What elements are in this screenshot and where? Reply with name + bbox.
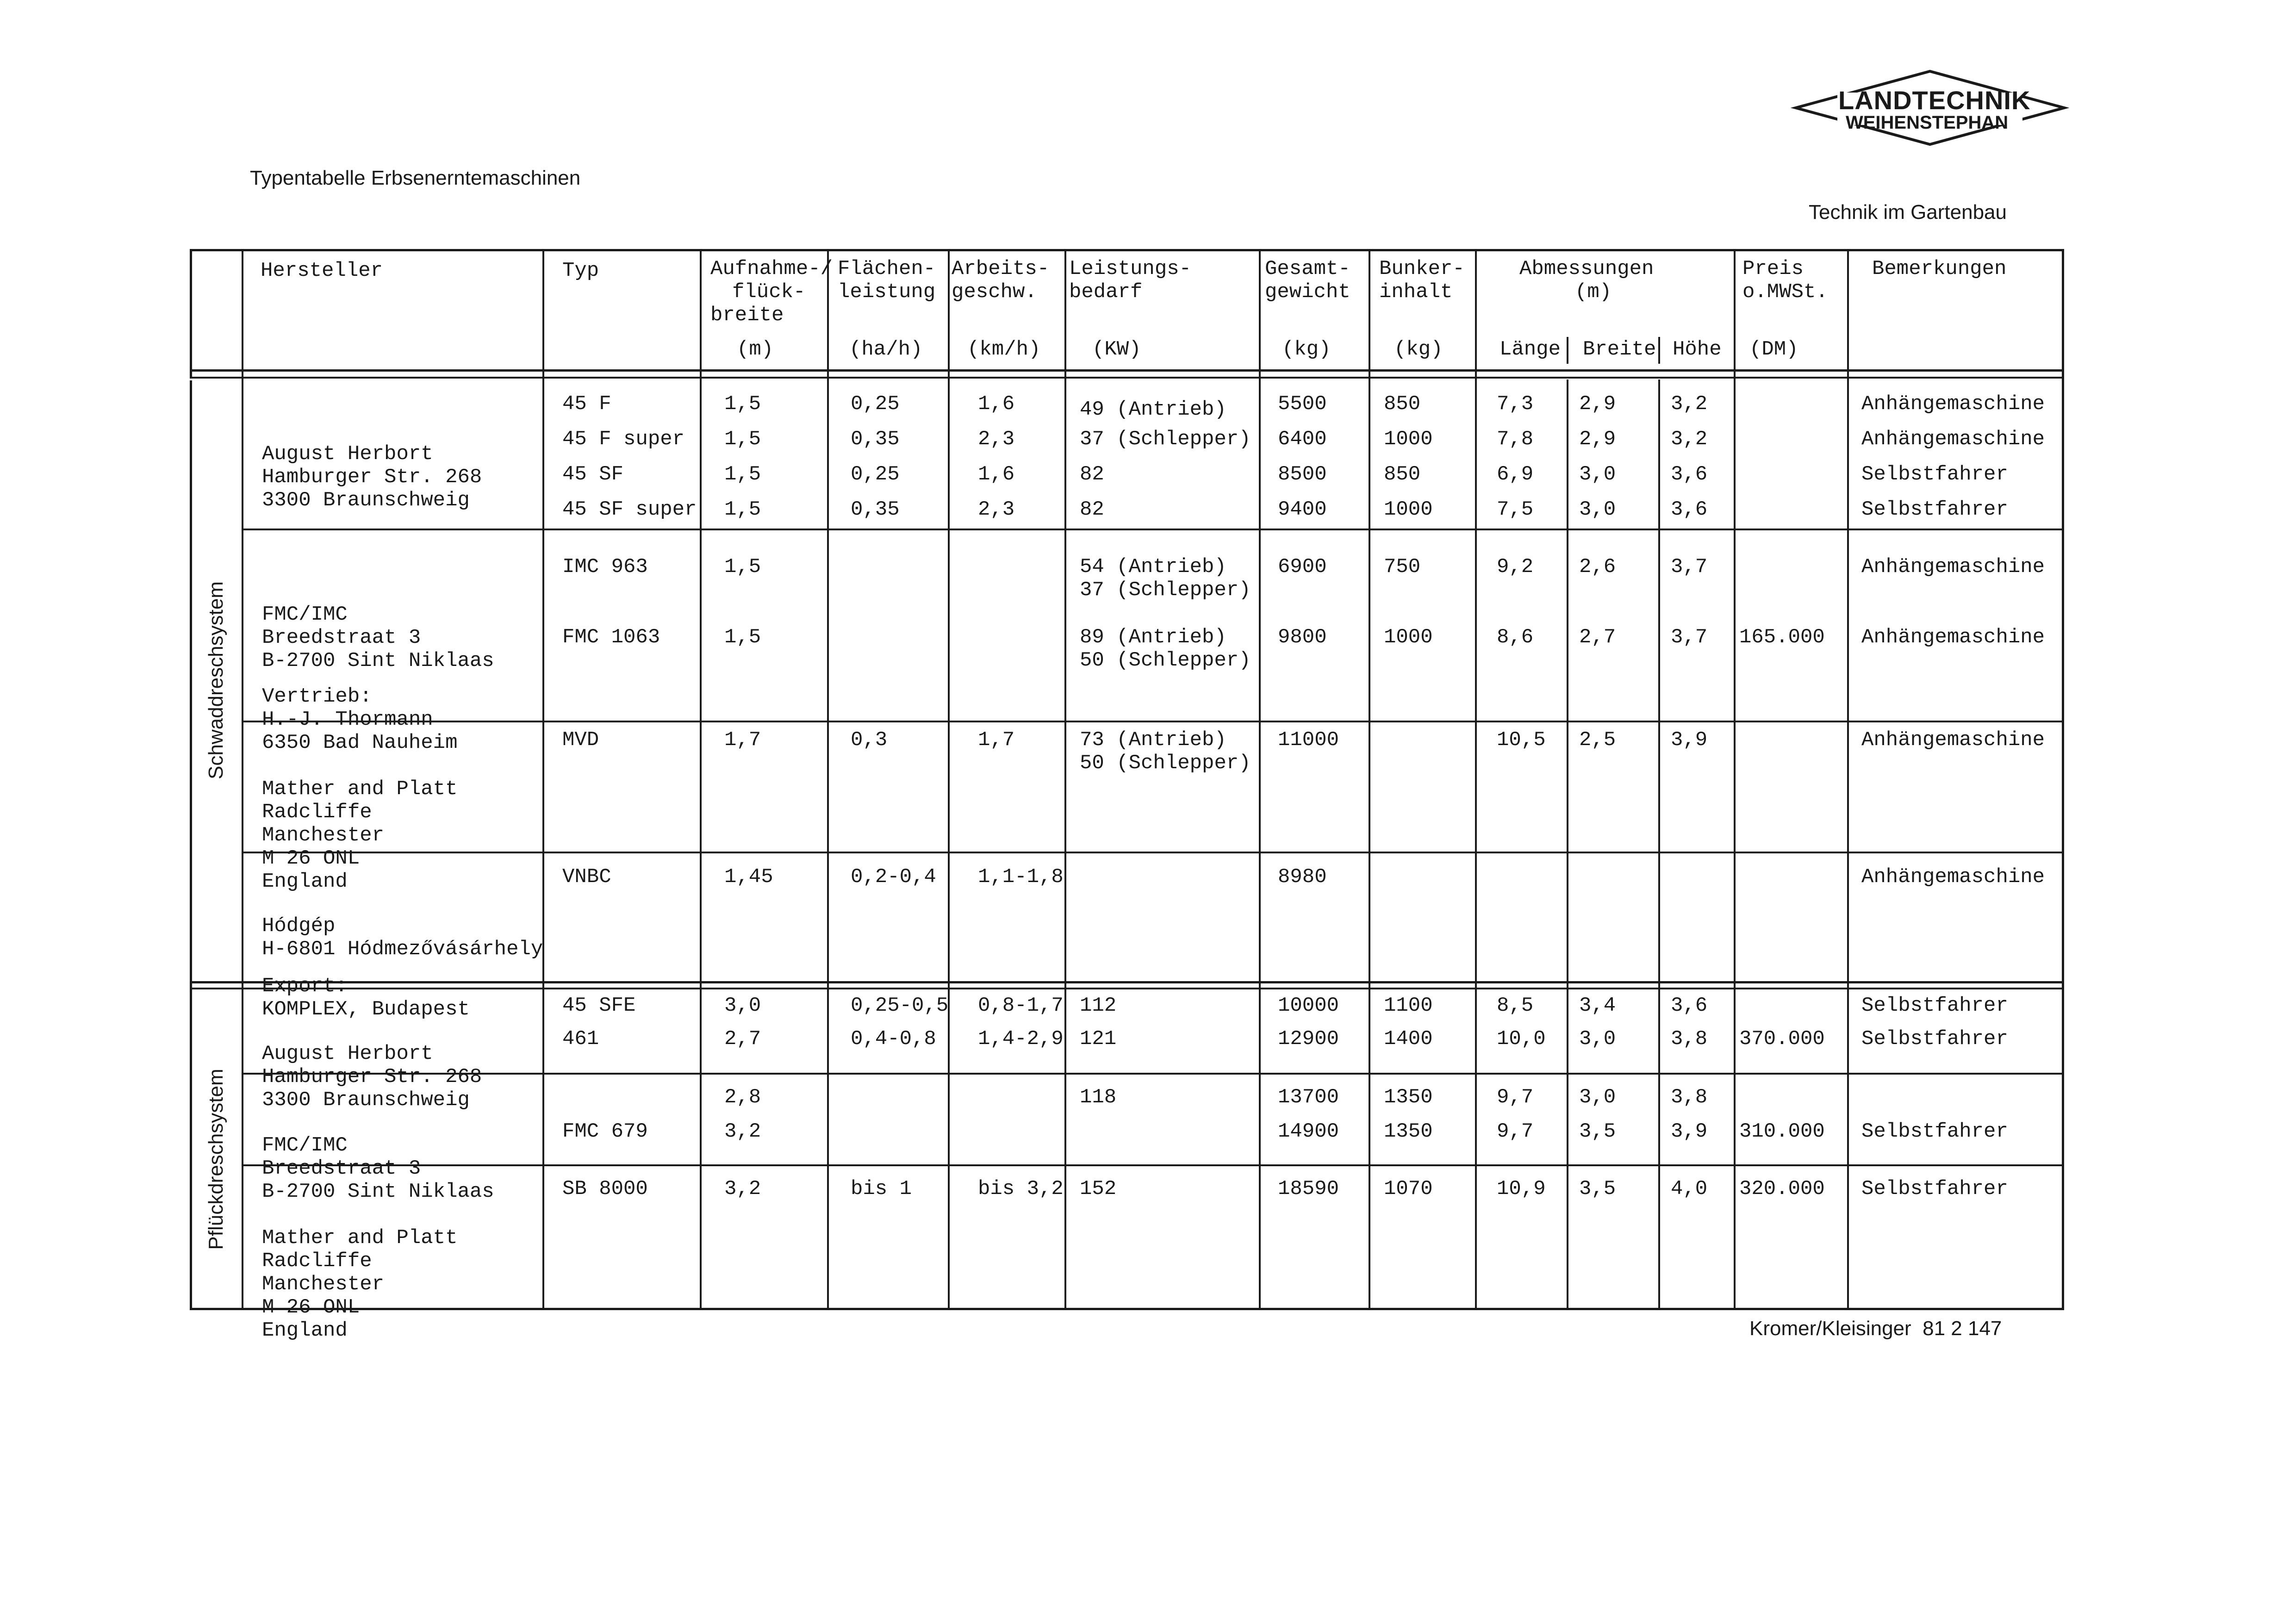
- header-leistung-1: Leistungs-: [1069, 257, 1192, 280]
- cell-ar: 2,3: [978, 428, 1015, 451]
- cell-typ: 45 SF: [562, 463, 624, 486]
- cell-auf: 1,5: [724, 498, 761, 521]
- cell-lei-second-line: 37 (Schlepper): [1080, 578, 1251, 602]
- cell-lei-second-line: 50 (Schlepper): [1080, 649, 1251, 672]
- export-komplex: Export: KOMPLEX, Budapest: [262, 975, 470, 1021]
- header-aufnahme-3: breite: [710, 304, 784, 327]
- cell-l: 9,7: [1497, 1086, 1534, 1109]
- cell-lei: 152: [1080, 1177, 1117, 1200]
- cell-typ: SB 8000: [562, 1177, 648, 1200]
- manufacturer-mather-platt-2: Mather and Platt Radcliffe Manchester M 26 ONL England: [262, 1226, 458, 1342]
- cell-ges: 6400: [1278, 428, 1327, 451]
- cell-b: 3,0: [1579, 463, 1616, 486]
- cell-bun: 1000: [1384, 428, 1433, 451]
- manufacturer-fmc-imc-2: FMC/IMC Breedstraat 3 B-2700 Sint Niklaas: [262, 1134, 494, 1203]
- cell-typ: VNBC: [562, 865, 611, 889]
- cell-typ: 45 F super: [562, 428, 685, 451]
- cell-l: 7,8: [1497, 428, 1534, 451]
- cell-ar: 0,8-1,7: [978, 994, 1064, 1017]
- cell-h: 3,7: [1671, 555, 1708, 578]
- cell-fl: 0,2-0,4: [851, 865, 936, 889]
- cell-fl: 0,3: [851, 728, 888, 752]
- cell-lei: 112: [1080, 994, 1117, 1017]
- cell-ges: 10000: [1278, 994, 1339, 1017]
- cell-h: 3,6: [1671, 994, 1708, 1017]
- cell-fl: 0,35: [851, 498, 900, 521]
- distributor-thormann: Vertrieb: H.-J. Thormann 6350 Bad Nauheim: [262, 685, 458, 754]
- cell-bun: 850: [1384, 392, 1421, 416]
- cell-ar: 1,6: [978, 463, 1015, 486]
- cell-fl: bis 1: [851, 1177, 912, 1200]
- header-preis-2: o.MWSt.: [1742, 280, 1828, 304]
- cell-typ: MVD: [562, 728, 599, 752]
- cell-b: 2,5: [1579, 728, 1616, 752]
- system-label-pflueck: Pflückdreschsystem: [205, 1069, 227, 1250]
- cell-preis: 310.000: [1739, 1120, 1825, 1143]
- cell-bem: Selbstfahrer: [1861, 498, 2008, 521]
- cell-auf: 1,45: [724, 865, 773, 889]
- cell-bem: Anhängemaschine: [1861, 428, 2045, 451]
- manufacturer-mather-platt-1: Mather and Platt Radcliffe Manchester M 26 ONL England: [262, 777, 458, 893]
- cell-typ: FMC 679: [562, 1120, 648, 1143]
- cell-b: 2,9: [1579, 392, 1616, 416]
- cell-auf: 3,0: [724, 994, 761, 1017]
- cell-auf: 1,5: [724, 392, 761, 416]
- cell-h: 4,0: [1671, 1177, 1708, 1200]
- cell-lei: 37 (Schlepper): [1080, 428, 1251, 451]
- cell-bem: Anhängemaschine: [1861, 728, 2045, 752]
- header-leistung-unit: (KW): [1092, 338, 1141, 361]
- cell-lei: 54 (Antrieb): [1080, 555, 1226, 578]
- cell-typ: 45 F: [562, 392, 611, 416]
- cell-ges: 12900: [1278, 1027, 1339, 1051]
- cell-l: 10,9: [1497, 1177, 1546, 1200]
- cell-b: 2,6: [1579, 555, 1616, 578]
- cell-ges: 14900: [1278, 1120, 1339, 1143]
- cell-ar: 1,1-1,8: [978, 865, 1064, 889]
- cell-typ: 45 SFE: [562, 994, 636, 1017]
- cell-ges: 13700: [1278, 1086, 1339, 1109]
- header-leistung-2: bedarf: [1069, 280, 1143, 304]
- cell-b: 3,0: [1579, 1086, 1616, 1109]
- cell-ges: 8980: [1278, 865, 1327, 889]
- header-hoehe: Höhe: [1673, 338, 1722, 361]
- cell-l: 10,0: [1497, 1027, 1546, 1051]
- cell-h: 3,9: [1671, 728, 1708, 752]
- logo-line-2: WEIHENSTEPHAN: [1846, 112, 2009, 133]
- cell-b: 3,0: [1579, 1027, 1616, 1051]
- cell-auf: 3,2: [724, 1120, 761, 1143]
- cell-fl: 0,35: [851, 428, 900, 451]
- cell-bun: 850: [1384, 463, 1421, 486]
- cell-ges: 9800: [1278, 626, 1327, 649]
- cell-bem: Anhängemaschine: [1861, 555, 2045, 578]
- cell-b: 2,7: [1579, 626, 1616, 649]
- manufacturer-hodgep: Hódgép H-6801 Hódmezővásárhely: [262, 914, 543, 961]
- cell-typ: 45 SF super: [562, 498, 697, 521]
- cell-bun: 1400: [1384, 1027, 1433, 1051]
- cell-bem: Selbstfahrer: [1861, 1120, 2008, 1143]
- manufacturer-fmc-imc-1: FMC/IMC Breedstraat 3 B-2700 Sint Niklaas: [262, 603, 494, 672]
- header-breite: Breite: [1583, 338, 1656, 361]
- cell-h: 3,9: [1671, 1120, 1708, 1143]
- cell-auf: 1,5: [724, 555, 761, 578]
- cell-l: 7,5: [1497, 498, 1534, 521]
- cell-l: 9,2: [1497, 555, 1534, 578]
- header-arbeits-2: geschw.: [952, 280, 1037, 304]
- cell-h: 3,8: [1671, 1027, 1708, 1051]
- header-bemerkungen: Bemerkungen: [1872, 257, 2007, 280]
- cell-bun: 1350: [1384, 1086, 1433, 1109]
- header-gesamt-1: Gesamt-: [1265, 257, 1350, 280]
- cell-l: 6,9: [1497, 463, 1534, 486]
- cell-ar: 1,4-2,9: [978, 1027, 1064, 1051]
- cell-fl: 0,25-0,5: [851, 994, 949, 1017]
- cell-preis: 320.000: [1739, 1177, 1825, 1200]
- cell-fl: 0,25: [851, 463, 900, 486]
- page-footer: Kromer/Kleisinger 81 2 147: [1749, 1317, 2002, 1340]
- document-title: Typentabelle Erbsenerntemaschinen: [250, 167, 581, 189]
- cell-ges: 5500: [1278, 392, 1327, 416]
- cell-b: 3,5: [1579, 1120, 1616, 1143]
- header-laenge: Länge: [1500, 338, 1561, 361]
- cell-typ: IMC 963: [562, 555, 648, 578]
- header-aufnahme-unit: (m): [737, 338, 774, 361]
- cell-ges: 9400: [1278, 498, 1327, 521]
- header-bunker-2: inhalt: [1379, 280, 1453, 304]
- cell-l: 10,5: [1497, 728, 1546, 752]
- header-bunker-unit: (kg): [1394, 338, 1443, 361]
- cell-auf: 1,5: [724, 428, 761, 451]
- cell-bem: Selbstfahrer: [1861, 994, 2008, 1017]
- cell-lei: 49 (Antrieb): [1080, 398, 1226, 421]
- cell-h: 3,7: [1671, 626, 1708, 649]
- manufacturer-herbort-2: August Herbort Hamburger Str. 268 3300 Braunschweig: [262, 1042, 482, 1112]
- cell-bun: 1000: [1384, 626, 1433, 649]
- cell-ges: 8500: [1278, 463, 1327, 486]
- cell-bem: Selbstfahrer: [1861, 1027, 2008, 1051]
- cell-l: 9,7: [1497, 1120, 1534, 1143]
- cell-ar: bis 3,2: [978, 1177, 1064, 1200]
- cell-auf: 3,2: [724, 1177, 761, 1200]
- cell-b: 3,5: [1579, 1177, 1616, 1200]
- cell-l: 8,5: [1497, 994, 1534, 1017]
- logo-line-1: LANDTECHNIK: [1838, 86, 2031, 115]
- cell-lei: 82: [1080, 463, 1104, 486]
- landtechnik-logo: [1786, 68, 2073, 147]
- cell-lei-second-line: 50 (Schlepper): [1080, 752, 1251, 775]
- system-label-schwad: Schwaddreschsystem: [205, 581, 227, 779]
- cell-l: 8,6: [1497, 626, 1534, 649]
- cell-b: 3,4: [1579, 994, 1616, 1017]
- header-arbeits-1: Arbeits-: [952, 257, 1050, 280]
- cell-bun: 1070: [1384, 1177, 1433, 1200]
- cell-bem: Anhängemaschine: [1861, 865, 2045, 889]
- cell-b: 3,0: [1579, 498, 1616, 521]
- cell-h: 3,6: [1671, 498, 1708, 521]
- cell-lei: 73 (Antrieb): [1080, 728, 1226, 752]
- cell-typ: FMC 1063: [562, 626, 660, 649]
- manufacturer-herbort-1: August Herbort Hamburger Str. 268 3300 Braunschweig: [262, 442, 482, 512]
- cell-bem: Anhängemaschine: [1861, 392, 2045, 416]
- header-flaechen-2: leistung: [838, 280, 936, 304]
- cell-ar: 1,6: [978, 392, 1015, 416]
- header-aufnahme-2: flück-: [732, 280, 806, 304]
- cell-lei: 118: [1080, 1086, 1117, 1109]
- cell-ges: 6900: [1278, 555, 1327, 578]
- cell-l: 7,3: [1497, 392, 1534, 416]
- cell-ges: 11000: [1278, 728, 1339, 752]
- cell-b: 2,9: [1579, 428, 1616, 451]
- cell-preis: 370.000: [1739, 1027, 1825, 1051]
- header-aufnahme-1: Aufnahme-/: [710, 257, 833, 280]
- cell-lei: 121: [1080, 1027, 1117, 1051]
- cell-h: 3,6: [1671, 463, 1708, 486]
- cell-bem: Selbstfahrer: [1861, 1177, 2008, 1200]
- header-flaechen-1: Flächen-: [838, 257, 936, 280]
- header-bunker-1: Bunker-: [1379, 257, 1465, 280]
- cell-h: 3,2: [1671, 392, 1708, 416]
- header-typ: Typ: [562, 259, 599, 282]
- header-gesamt-unit: (kg): [1282, 338, 1331, 361]
- header-hersteller: Hersteller: [261, 259, 383, 282]
- cell-preis: 165.000: [1739, 626, 1825, 649]
- cell-auf: 1,5: [724, 463, 761, 486]
- cell-fl: 0,4-0,8: [851, 1027, 936, 1051]
- cell-lei: 89 (Antrieb): [1080, 626, 1226, 649]
- cell-bun: 1350: [1384, 1120, 1433, 1143]
- header-abmessungen-1: Abmessungen: [1519, 257, 1654, 280]
- cell-bun: 1100: [1384, 994, 1433, 1017]
- cell-bun: 1000: [1384, 498, 1433, 521]
- cell-auf: 1,5: [724, 626, 761, 649]
- header-arbeits-unit: (km/h): [967, 338, 1041, 361]
- cell-auf: 1,7: [724, 728, 761, 752]
- cell-fl: 0,25: [851, 392, 900, 416]
- cell-bem: Anhängemaschine: [1861, 626, 2045, 649]
- cell-ar: 2,3: [978, 498, 1015, 521]
- header-preis-1: Preis: [1742, 257, 1804, 280]
- cell-auf: 2,8: [724, 1086, 761, 1109]
- cell-ar: 1,7: [978, 728, 1015, 752]
- cell-auf: 2,7: [724, 1027, 761, 1051]
- header-gesamt-2: gewicht: [1265, 280, 1350, 304]
- cell-h: 3,2: [1671, 428, 1708, 451]
- cell-h: 3,8: [1671, 1086, 1708, 1109]
- cell-bem: Selbstfahrer: [1861, 463, 2008, 486]
- header-preis-unit: (DM): [1749, 338, 1798, 361]
- header-flaechen-unit: (ha/h): [849, 338, 923, 361]
- header-abmessungen-2: (m): [1575, 280, 1612, 304]
- cell-bun: 750: [1384, 555, 1421, 578]
- cell-ges: 18590: [1278, 1177, 1339, 1200]
- section-subtitle: Technik im Gartenbau: [1809, 201, 2007, 224]
- cell-lei: 82: [1080, 498, 1104, 521]
- cell-typ: 461: [562, 1027, 599, 1051]
